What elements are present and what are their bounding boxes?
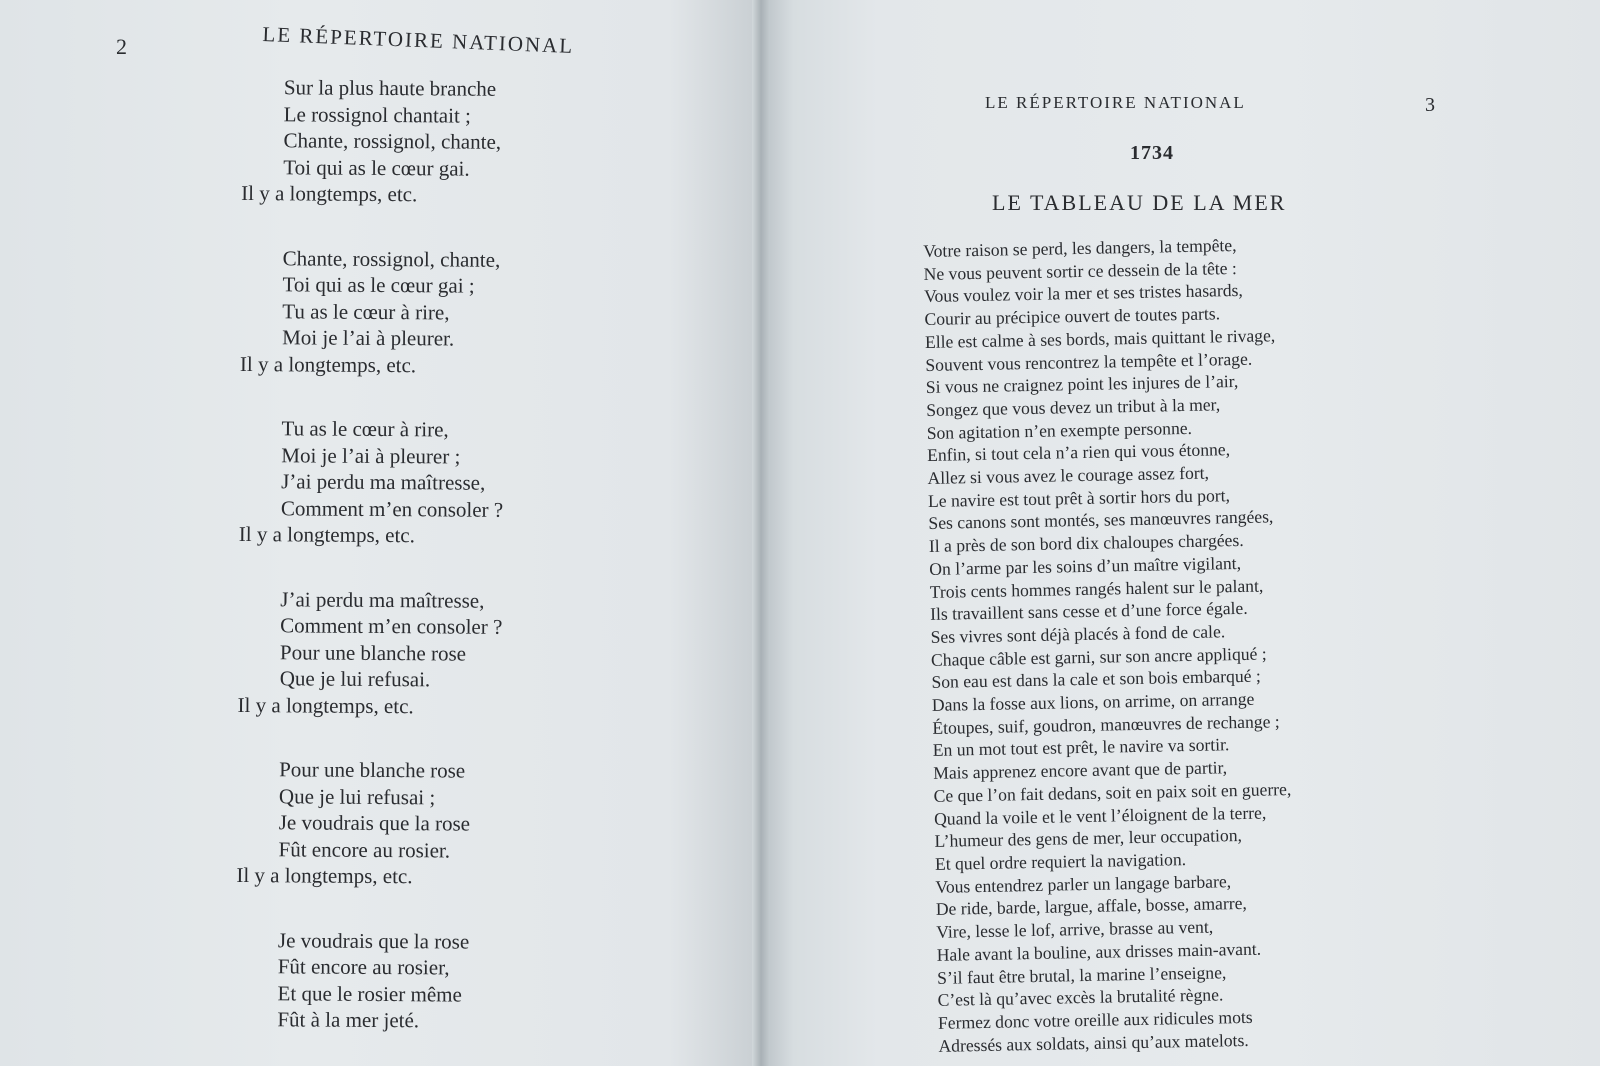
verse-line: Ses vivres sont déjà placés à fond de cale. [930,621,1226,647]
verse-line: Ils travaillent sans cesse et d’une force égale. [929,598,1248,625]
stanza [239,74,640,209]
verse-line: Enfin, si tout cela n’a rien qui vous étonne, [926,439,1231,466]
refrain-line: Il y a longtemps, etc. [236,862,413,889]
stanza [233,926,634,1035]
verse-line: Votre raison se perd, les dangers, la tempête, [923,234,1237,261]
verse-line: Vire, lesse le lof, arrive, brasse au vent, [936,916,1214,942]
refrain-line: Il y a longtemps, etc. [238,522,415,548]
verse-line: Son agitation n’en exempte personne. [926,417,1193,443]
verse-line: S’il faut être brutal, la marine l’enseigne, [936,961,1227,988]
verse-line: Toi qui as le cœur gai. [283,154,470,181]
left-poem-body [233,74,640,1066]
left-page [0,0,760,1066]
verse-line: Quand la voile et le vent l’éloignent de la terre, [933,802,1267,829]
verse-line: Toi qui as le cœur gai ; [282,272,475,298]
verse-line: En un mot tout est prêt, le navire va sortir. [932,734,1230,761]
verse-line: J’ai perdu ma maîtresse, [280,586,485,613]
left-page-number: 2 [116,34,127,59]
verse-line: De ride, barde, largue, affale, bosse, amarre, [935,893,1248,920]
right-poem-body [923,231,1399,1057]
verse-line: Songez que vous devez un tribut à la mer, [926,394,1221,420]
verse-line: Chaque câble est garni, sur son ancre appliqué ; [930,643,1267,670]
verse-line: C’est là qu’avec excès la brutalité règne. [937,984,1224,1011]
stanza [236,585,637,720]
left-running-head: LE RÉPERTOIRE NATIONAL [262,22,575,58]
verse-line: Fût encore au rosier, [277,954,450,980]
verse-line: Vous entendrez parler un langage barbare, [935,870,1232,897]
poem-title: LE TABLEAU DE LA MER [992,190,1287,215]
verse-line: Si vous ne craignez point les injures de l’air, [925,371,1239,398]
verse-line: Fermez donc votre oreille aux ridicules mots [937,1006,1253,1033]
right-page-number: 3 [1425,94,1435,116]
refrain-line: Il y a longtemps, etc. [241,181,418,207]
verse-line: Son eau est dans la cale et son bois embarqué ; [931,665,1261,693]
verse-line: Pour une blanche rose [279,639,467,666]
verse-line: Trois cents hommes rangés halent sur le palant, [929,575,1264,602]
verse-line: Je voudrais que la rose [277,927,470,954]
refrain-line: Il y a longtemps, etc. [239,351,417,377]
verse-line: Mais apprenez encore avant que de partir, [933,757,1228,784]
verse-line: L’humeur des gens de mer, leur occupation, [934,825,1243,852]
verse-line: Et quel ordre requiert la navigation. [934,849,1187,874]
verse-line: Elle est calme à ses bords, mais quittant le rivage, [924,325,1276,352]
verse-line: Comment m’en consoler ? [280,495,504,522]
verse-line: Tu as le cœur à rire, [282,298,450,324]
verse-line: Étoupes, suif, goudron, manœuvres de rechange ; [932,711,1280,738]
verse-line: Dans la fosse aux lions, on arrime, on arrange [931,688,1255,715]
verse-line: Fût à la mer jeté. [277,1007,420,1033]
verse-line: Adressés aux soldats, ainsi qu’aux matelots. [938,1029,1249,1056]
verse-line: Que je lui refusai ; [278,783,436,809]
verse-line: Pour une blanche rose [279,757,466,783]
verse-line: Et que le rosier même [277,980,462,1007]
verse-line: Chante, rossignol, chante, [283,128,502,154]
stanza [234,756,635,891]
verse-line: Vous voulez voir la mer et ses tristes hasards, [923,280,1243,307]
refrain-line: Il y a longtemps, etc. [237,692,414,718]
poem-year: 1734 [1130,142,1174,164]
verse-line: Souvent vous rencontrez la tempête et l’orage. [925,348,1253,375]
verse-line: Ce que l’on fait dedans, soit en paix soit en guerre, [933,778,1292,806]
verse-line: J’ai perdu ma maîtresse, [281,469,486,495]
verse-line: Chante, rossignol, chante, [282,245,501,272]
verse-line: Moi je l’ai à pleurer ; [281,442,461,469]
verse-line: Moi je l’ai à pleurer. [282,325,455,351]
verse-line: Comment m’en consoler ? [280,613,503,639]
verse-line: Sur la plus haute branche [283,75,497,101]
verse-line: Allez si vous avez le courage assez fort, [927,462,1210,488]
verse-line: Fût encore au rosier. [278,836,451,862]
verse-line: Ne vous peuvent sortir ce dessein de la tête : [923,257,1237,284]
book-gutter [752,0,770,1066]
stanza [238,244,639,379]
stanza [237,415,638,550]
verse-line: Que je lui refusai. [279,666,431,692]
verse-line: Il a près de son bord dix chaloupes chargées. [928,530,1244,557]
verse-line: Hale avant la bouline, aux drisses main-avant. [936,938,1262,965]
right-running-head: LE RÉPERTOIRE NATIONAL [985,93,1246,112]
verse-line: Le navire est tout prêt à sortir hors du port, [927,484,1231,511]
verse-line: On l’arme par les soins d’un maître vigilant, [929,552,1242,579]
verse-line: Ses canons sont montés, ses manœuvres rangées, [928,506,1274,534]
verse-line: Courir au précipice ouvert de toutes parts. [924,303,1221,330]
verse-line: Je voudrais que la rose [278,810,471,836]
verse-line: Tu as le cœur à rire, [281,416,449,442]
verse-line: Le rossignol chantait ; [283,101,472,128]
